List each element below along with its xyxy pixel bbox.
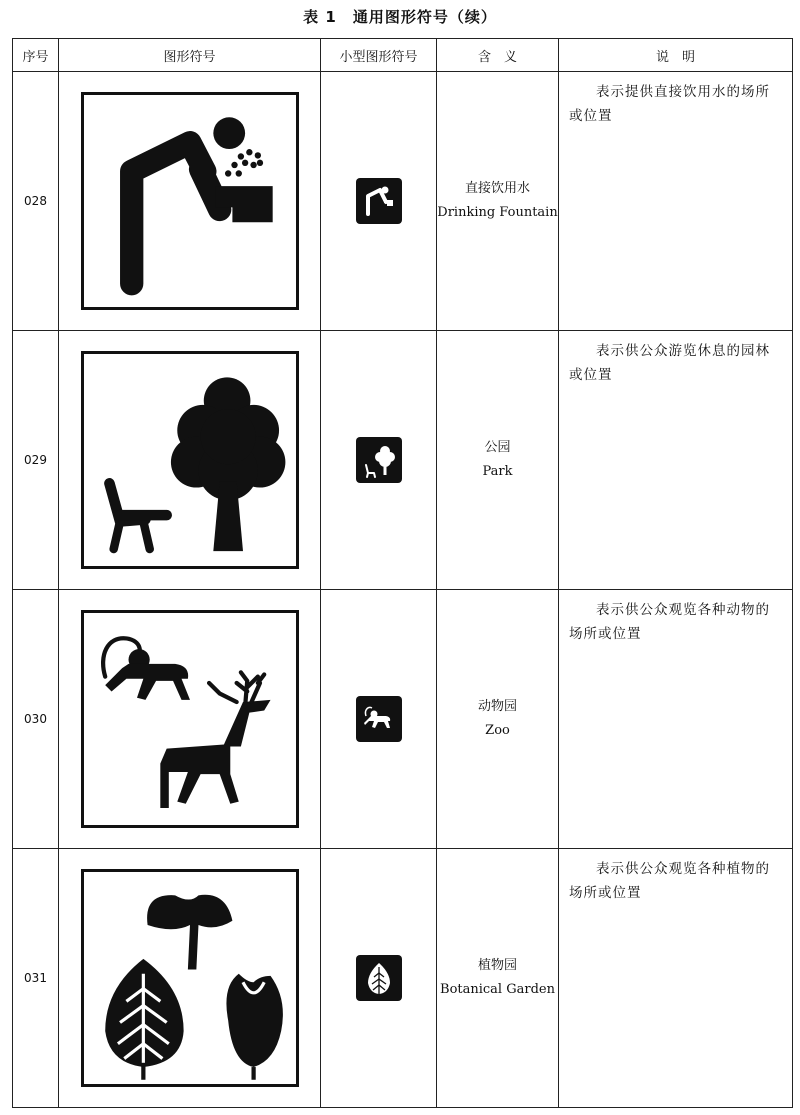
meaning-cell bbox=[437, 331, 559, 590]
drinking-fountain-small-icon bbox=[356, 178, 402, 224]
meaning-en: Drinking Fountain bbox=[437, 205, 558, 220]
symbols-table bbox=[12, 38, 793, 1108]
row-number: 031 bbox=[13, 849, 59, 1108]
drinking-fountain-icon bbox=[81, 92, 299, 310]
meaning-cn: 植物园 bbox=[477, 958, 517, 973]
small-symbol-cell bbox=[321, 849, 437, 1108]
symbol-cell bbox=[59, 331, 321, 590]
header-small-symbol: 小型图形符号 bbox=[321, 39, 437, 72]
park-icon bbox=[81, 351, 299, 569]
meaning-en: Park bbox=[482, 464, 513, 479]
row-number: 029 bbox=[13, 331, 59, 590]
small-symbol-cell bbox=[321, 331, 437, 590]
description: 表示供公众观览各种动物的场所或位置 bbox=[559, 590, 793, 849]
meaning-cn: 直接饮用水 bbox=[464, 181, 530, 196]
table-title: 表 1 通用图形符号（续） bbox=[303, 8, 497, 26]
header-description: 说 明 bbox=[559, 39, 793, 72]
header-meaning: 含 义 bbox=[437, 39, 559, 72]
row-number: 028 bbox=[13, 72, 59, 331]
description: 表示供公众游览休息的园林或位置 bbox=[559, 331, 793, 590]
row-number: 030 bbox=[13, 590, 59, 849]
table-row bbox=[13, 590, 793, 849]
table-row bbox=[13, 849, 793, 1108]
meaning-cell bbox=[437, 590, 559, 849]
meaning-en: Zoo bbox=[485, 723, 510, 738]
meaning-cell bbox=[437, 849, 559, 1108]
description: 表示供公众观览各种植物的场所或位置 bbox=[559, 849, 793, 1108]
symbol-cell bbox=[59, 849, 321, 1108]
meaning-cell bbox=[437, 72, 559, 331]
header-no: 序号 bbox=[13, 39, 59, 72]
description: 表示提供直接饮用水的场所或位置 bbox=[559, 72, 793, 331]
table-row bbox=[13, 331, 793, 590]
small-symbol-cell bbox=[321, 590, 437, 849]
header-symbol: 图形符号 bbox=[59, 39, 321, 72]
park-small-icon bbox=[356, 437, 402, 483]
symbol-cell bbox=[59, 72, 321, 331]
zoo-small-icon bbox=[356, 696, 402, 742]
botanical-garden-icon bbox=[81, 869, 299, 1087]
botanical-garden-small-icon bbox=[356, 955, 402, 1001]
small-symbol-cell bbox=[321, 72, 437, 331]
header-row bbox=[13, 39, 793, 72]
symbol-cell bbox=[59, 590, 321, 849]
meaning-en: Botanical Garden bbox=[440, 982, 555, 997]
table-row bbox=[13, 72, 793, 331]
zoo-icon bbox=[81, 610, 299, 828]
meaning-cn: 公园 bbox=[484, 440, 511, 455]
meaning-cn: 动物园 bbox=[477, 699, 517, 714]
